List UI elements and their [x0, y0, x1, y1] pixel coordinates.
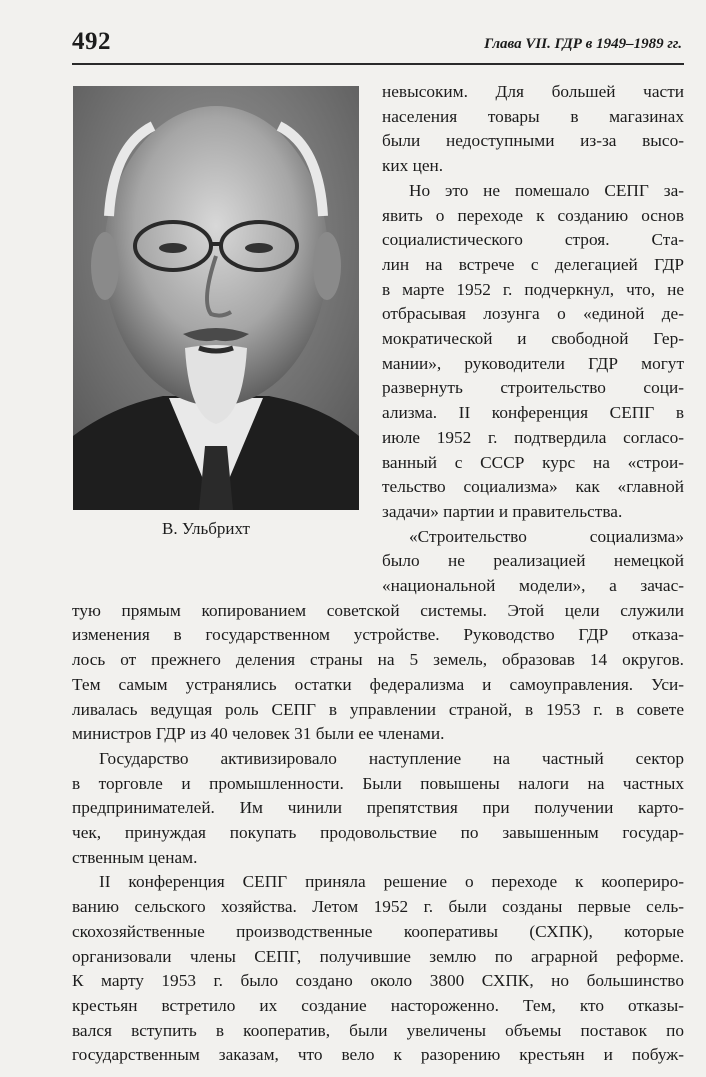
text-line: населения товары в магазинах	[382, 106, 684, 126]
text-line: отбрасывая лозунга о «единой де-	[382, 304, 684, 324]
text-line: II конференция СЕПГ приняла решение о переходе к коопериро-	[99, 872, 684, 892]
text-line: ливалась ведущая роль СЕПГ в управлении страной, в 1953 г. в совете	[72, 699, 684, 719]
text-line: К марту 1953 г. было создано около 3800 СХПК, но большинство	[72, 971, 684, 991]
text-line: организовали члены СЕПГ, получившие землю по аграрной реформе.	[72, 946, 684, 966]
text-line: ственным ценам.	[72, 847, 198, 867]
text-line: ализма. II конференция СЕПГ в	[382, 403, 684, 423]
text-line: тельство социализма» как «главной	[382, 477, 684, 497]
text-line: социалистического строя. Ста-	[382, 230, 684, 250]
text-line: было не реализацией немецкой	[382, 551, 684, 571]
text-line: лин на встрече с делегацией ГДР	[382, 254, 684, 274]
running-head: Глава VII. ГДР в 1949–1989 гг.	[484, 36, 682, 52]
text-line: «национальной модели», а зачас-	[382, 576, 684, 595]
text-line: изменения в государственном устройстве. Руководство ГДР отказа-	[72, 625, 684, 645]
text-line: предпринимателей. Им чинили препятствия при получении карто-	[72, 798, 684, 818]
text-line: Тем самым устранялись остатки федерализма и самоуправления. Уси-	[72, 674, 684, 694]
text-line: «Строительство социализма»	[409, 526, 684, 546]
text-line: скохозяйственные производственные кооперативы (СХПК), которые	[72, 921, 684, 941]
text-line: Но это не помешало СЕПГ за-	[409, 180, 684, 200]
text-line: крестьян встретило их создание настороженно. Тем, кто отказы-	[72, 995, 684, 1015]
text-line: в торговле и промышленности. Были повышены налоги на частных	[72, 773, 684, 793]
text-line: в марте 1952 г. подчеркнул, что, не	[382, 279, 684, 299]
text-line: тую прямым копированием советской системы. Этой цели служили	[72, 600, 684, 620]
text-line: лось от прежнего деления страны на 5 земель, образовав 14 округов.	[72, 650, 684, 670]
page-number: 492	[72, 28, 111, 55]
text-line: явить о переходе к созданию основ	[382, 205, 684, 225]
text-line: мократической и свободной Гер-	[382, 329, 684, 348]
text-line: были недоступными из-за высо-	[382, 131, 684, 151]
text-line: министров ГДР из 40 человек 31 были ее членами.	[72, 724, 445, 744]
text-line: чек, принуждая покупать продовольствие по завышенным государ-	[72, 823, 684, 842]
text-line: государственным заказам, что вело к разорению крестьян и побуж-	[72, 1045, 684, 1065]
text-line: вался вступить в кооператив, были увеличены объемы поставок по	[72, 1020, 684, 1040]
text-line: невысоким. Для большей части	[382, 82, 684, 101]
text-line: ванию сельского хозяйства. Летом 1952 г. были созданы первые сель-	[72, 897, 684, 917]
text-line: мании», руководители ГДР могут	[382, 353, 684, 373]
text-line: ких цен.	[382, 156, 444, 176]
text-line: ванный с СССР курс на «строи-	[382, 452, 684, 472]
text-line: развернуть строительство соци-	[382, 378, 684, 398]
text-line: задачи» партии и правительства.	[382, 501, 623, 521]
portrait-caption: В. Ульбрихт	[162, 519, 250, 538]
text-line: июле 1952 г. подтвердила согласо-	[382, 427, 684, 447]
text-line: Государство активизировало наступление на частный сектор	[99, 748, 684, 768]
